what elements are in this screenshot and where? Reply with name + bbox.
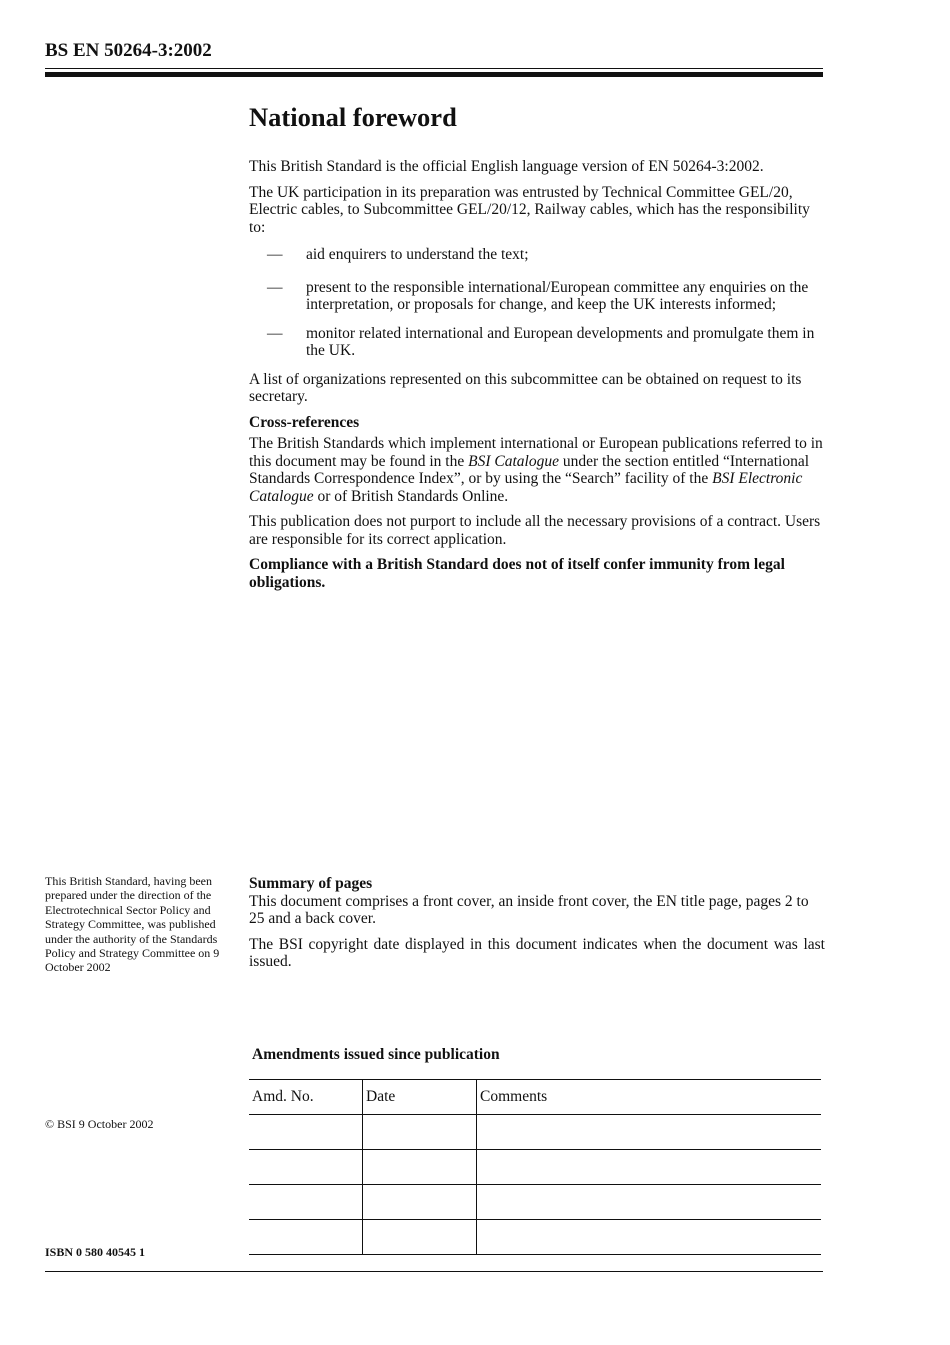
table-cell <box>249 1185 363 1220</box>
isbn: ISBN 0 580 40545 1 <box>45 1245 146 1259</box>
header-rule-thin <box>45 68 823 69</box>
summary-section <box>249 875 825 979</box>
table-cell <box>477 1150 822 1185</box>
xref-text-a: The British Standards which implement international or European publications referred to in this document may be found in the <box>249 435 823 470</box>
bullet-text: monitor related international and European developments and promulgate them in the UK. <box>306 324 815 359</box>
summary-paragraph-1: This document comprises a front cover, an inside front cover, the EN title page, pages 2 to 25 and a back cover. <box>249 892 809 927</box>
table-row <box>249 1220 821 1255</box>
table-row <box>249 1115 821 1150</box>
summary-heading: Summary of pages <box>249 875 373 892</box>
footer-rule <box>45 1271 823 1272</box>
amendments-heading: Amendments issued since publication <box>252 1046 500 1063</box>
bullet-item <box>249 279 825 314</box>
table-row <box>249 1150 821 1185</box>
table-cell <box>477 1220 822 1255</box>
foreword-paragraph-1: This British Standard is the official English language version of EN 50264-3:2002. <box>249 158 764 175</box>
document-number: BS EN 50264-3:2002 <box>45 40 212 61</box>
table-cell <box>363 1220 477 1255</box>
foreword-paragraph-3: A list of organizations represented on this subcommittee can be obtained on request to its secretary. <box>249 370 802 405</box>
table-cell <box>249 1150 363 1185</box>
bullet-item <box>249 246 825 264</box>
amendments-table <box>249 1079 821 1255</box>
table-row <box>249 1185 821 1220</box>
cross-references-heading: Cross-references <box>249 413 360 431</box>
xref-text-e: or of British Standards Online. <box>313 487 509 505</box>
table-header-row <box>249 1080 821 1115</box>
copyright-notice: © BSI 9 October 2002 <box>45 1117 154 1131</box>
column-header-date: Date <box>363 1080 477 1115</box>
xref-bsi-electronic-catalogue: BSI Electronic Catalogue <box>249 470 803 505</box>
foreword-paragraph-4: This publication does not purport to include all the necessary provisions of a contract. Users are responsible for its correct application. <box>249 513 821 548</box>
bullet-item <box>249 325 825 360</box>
xref-text-c: under the section entitled “International Standards Correspondence Index”, or by using the “Search” facility of the <box>249 452 810 487</box>
cross-references-paragraph <box>249 435 825 505</box>
table-cell <box>477 1115 822 1150</box>
header-rule-thick <box>45 72 823 77</box>
bullet-text: aid enquirers to understand the text; <box>306 246 529 263</box>
table-cell <box>477 1185 822 1220</box>
column-header-comments: Comments <box>477 1080 822 1115</box>
summary-paragraph-2: The BSI copyright date displayed in this document indicates when the document was last issued. <box>249 935 825 970</box>
foreword-paragraph-2: The UK participation in its preparation was entrusted by Technical Committee GEL/20, Electric cables, to Subcommittee GEL/20/12, Railway cables, which has the responsibility to: <box>249 183 810 236</box>
table-cell <box>249 1115 363 1150</box>
foreword-title: National foreword <box>249 102 457 132</box>
table-cell <box>363 1150 477 1185</box>
bullet-dash: — <box>267 278 283 296</box>
bullet-dash: — <box>267 324 283 342</box>
xref-bsi-catalogue: BSI Catalogue <box>468 452 559 470</box>
table-cell <box>249 1220 363 1255</box>
table-cell <box>363 1115 477 1150</box>
authority-note: This British Standard, having been prepared under the direction of the Electrotechnical Sector Policy and Strategy Committee, was published under the authority of the Standards Policy and Strategy Committee on 9 October 2002 <box>45 874 220 975</box>
column-header-amd-no: Amd. No. <box>249 1080 363 1115</box>
bullet-text: present to the responsible international/European committee any enquiries on the interpretation, or proposals for change, and keep the UK interests informed; <box>306 278 809 313</box>
compliance-statement: Compliance with a British Standard does not of itself confer immunity from legal obligations. <box>249 556 785 591</box>
table-cell <box>363 1185 477 1220</box>
bullet-dash: — <box>267 246 283 263</box>
foreword-section <box>249 102 825 591</box>
